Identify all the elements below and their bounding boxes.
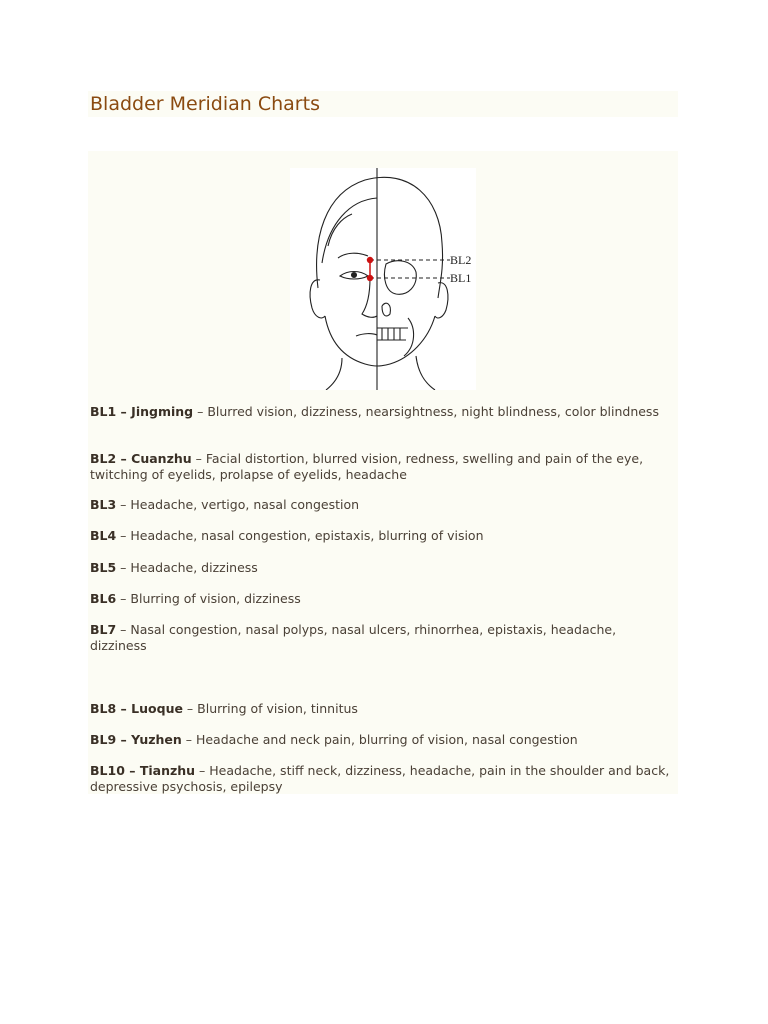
entry-bl1 [90,404,675,420]
entry-code: BL10 [90,763,125,778]
bl1-label: BL1 [450,271,472,285]
entry-description: Nasal congestion, nasal polyps, nasal ulcers, rhinorrhea, epistaxis, headache, dizziness [90,622,617,653]
page-title-bar [88,91,678,117]
entry-code: BL7 [90,622,117,637]
entry-bl6 [90,591,675,607]
skull-teeth [377,328,408,340]
entry-description: Blurring of vision, dizziness [130,591,301,606]
entry-bl10 [90,763,675,794]
entry-separator-2: – [116,622,131,637]
entry-code: BL8 [90,701,117,716]
nose [362,278,377,317]
entry-name: Luoque [131,701,183,716]
entry-name: Jingming [131,404,194,419]
bl1-point [367,275,373,281]
entry-bl3 [90,497,675,513]
entry-bl7 [90,622,675,653]
entry-separator: – [116,451,132,466]
entry-separator-2: – [116,497,131,512]
entry-code: BL4 [90,528,117,543]
left-jaw [325,316,377,366]
entry-description: Headache and neck pain, blurring of vision, nasal congestion [195,732,578,747]
entry-name: Cuanzhu [131,451,192,466]
head-meridian-diagram [290,168,476,390]
entry-separator-2: – [116,560,131,575]
entry-separator-2: – [116,591,131,606]
skull-outline [317,177,443,298]
entry-separator: – [116,701,132,716]
entry-description: Blurred vision, dizziness, nearsightness, night blindness, color blindness [207,404,659,419]
mouth [356,334,377,336]
entry-separator-2: – [182,701,198,716]
entry-code: BL5 [90,560,117,575]
entry-bl9 [90,732,675,748]
entry-separator-2: – [195,763,210,778]
bl2-label: BL2 [450,253,472,267]
entry-bl8 [90,701,675,717]
left-eyebrow [338,253,368,258]
entry-bl5 [90,560,675,576]
entry-code: BL3 [90,497,117,512]
entry-separator: – [116,732,132,747]
head-diagram-svg [290,168,476,390]
entry-separator-2: – [116,528,131,543]
entry-separator-2: – [191,451,206,466]
neck-right [416,356,435,390]
entry-code: BL6 [90,591,117,606]
left-pupil [352,273,357,278]
right-ear [435,283,448,318]
entry-name: Yuzhen [131,732,182,747]
entry-bl4 [90,528,675,544]
entry-separator: – [124,763,140,778]
entry-separator-2: – [193,404,208,419]
bl2-point [367,257,373,263]
neck-left [326,358,342,390]
entry-description: Headache, vertigo, nasal congestion [130,497,360,512]
entry-bl2 [90,451,675,482]
entry-separator: – [116,404,132,419]
entry-name: Tianzhu [139,763,196,778]
entry-code: BL2 [90,451,117,466]
entry-separator-2: – [181,732,196,747]
entry-description: Headache, nasal congestion, epistaxis, blurring of vision [130,528,484,543]
entry-description: Headache, stiff neck, dizziness, headache, pain in the shoulder and back, depressive psychosis, epilepsy [90,763,670,794]
entry-code: BL1 [90,404,117,419]
entry-code: BL9 [90,732,117,747]
page-title: Bladder Meridian Charts [90,93,320,115]
entry-description: Blurring of vision, tinnitus [197,701,358,716]
right-jaw [377,316,435,366]
content-panel [88,151,678,794]
nasal-cavity [382,303,390,316]
entry-description: Facial distortion, blurred vision, redness, swelling and pain of the eye, twitching of eyelids, prolapse of eyelids, headache [90,451,644,482]
entry-description: Headache, dizziness [130,560,258,575]
skull-jaw-inner [404,318,414,356]
